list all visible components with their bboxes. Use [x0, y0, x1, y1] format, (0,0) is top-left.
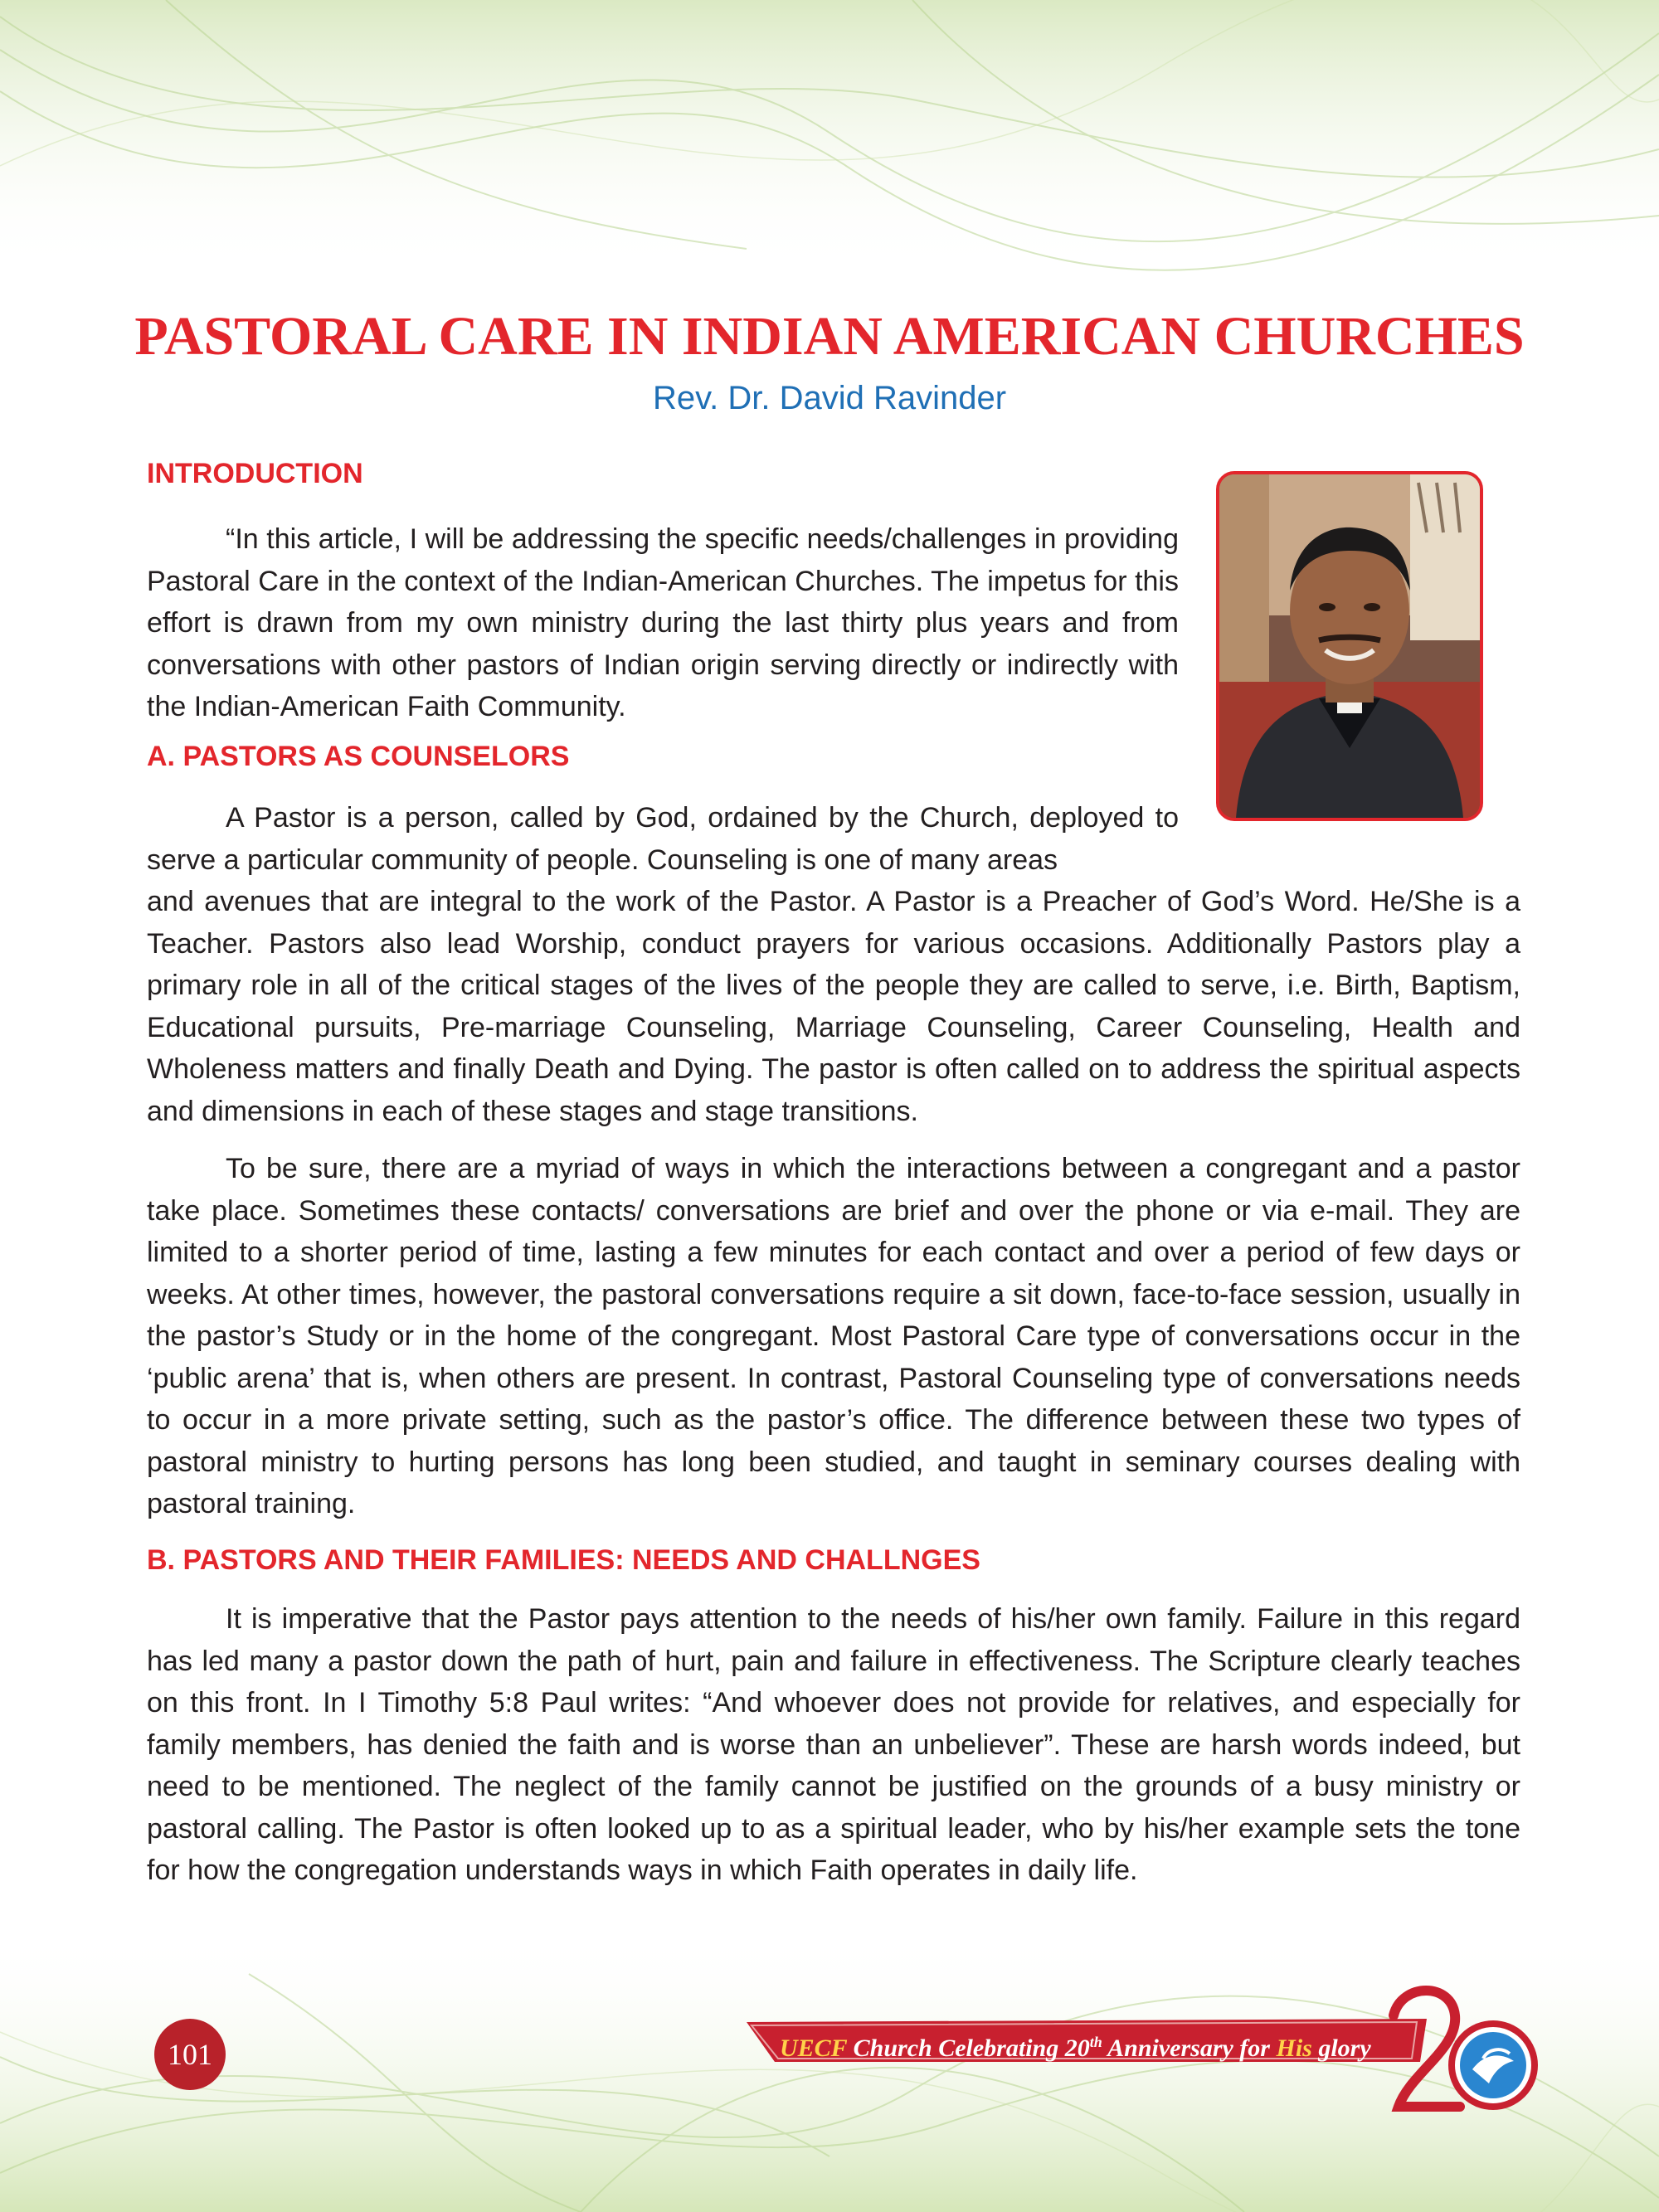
twenty-anniversary-logo [1385, 1982, 1551, 2115]
section-a-heading: A. PASTORS AS COUNSELORS [147, 741, 570, 772]
section-a-paragraph-1-continued: and avenues that are integral to the work of the Pastor. A Pastor is a Preacher of God’s Word. He/She is a Teacher. Pastors also lead Worship, conduct prayers for various occasions. Additionally Pastors play a primary role in all of the critical stages of the lives of the people they are called to serve, i.e. Birth, Baptism, Educational pursuits, Pre-marriage Counseling, Marriage Counseling, Career Counseling, Health and Wholeness matters and finally Death and Dying. The pastor is often called on to address the spiritual aspects and dimensions in each of these stages and stage transitions. [147, 886, 1520, 1127]
author-photo [1216, 471, 1483, 821]
banner-his: His [1276, 2035, 1312, 2062]
section-a-paragraph-2: To be sure, there are a myriad of ways in which the interactions between a congregant and a pastor take place. Sometimes these contacts/ conversations are brief and over the phone or via e-mail. They are limited to a shorter period of time, lasting a few minutes for each contact and over a period of few days or weeks. At other times, however, the pastoral conversations require a sit down, face-to-face session, usually in the pastor’s Study or in the home of the congregant. Most Pastoral Care type of conversations occur in the ‘public arena’ that is, when others are present. In contrast, Pastoral Counseling type of conversations needs to occur in a more private setting, such as the pastor’s office. The difference between these two types of pastoral ministry to hurting persons has long been studied, and taught in seminary courses dealing with pastoral training. [147, 1153, 1520, 1519]
page-number-badge: 101 [154, 2019, 226, 2090]
banner-text-middle: Church Celebrating 20 [847, 2035, 1090, 2062]
section-b-paragraph: It is imperative that the Pastor pays attention to the needs of his/her own family. Failure in this regard has led many a pastor down the path of hurt, pain and failure in effectiveness. The Scripture clearly teaches on this front. In I Timothy 5:8 Paul writes: “And whoever does not provide for relatives, and especially for family members, has denied the faith and is worse than an unbeliever”. These are harsh words indeed, but need to be mentioned. The neglect of the family cannot be justified on the grounds of a busy ministry or pastoral calling. The Pastor is often looked up to as a spiritual leader, who by his/her example sets the tone for how the congregation understands ways in which Faith operates in daily life. [147, 1603, 1520, 1886]
banner-text-superscript: th [1089, 2034, 1102, 2050]
anniversary-banner-text [780, 2024, 1410, 2060]
banner-text-end: glory [1311, 2035, 1371, 2062]
page-title: PASTORAL CARE IN INDIAN AMERICAN CHURCHES [134, 306, 1525, 367]
intro-heading: INTRODUCTION [147, 458, 363, 489]
banner-text-anniversary: Anniversary for [1102, 2035, 1277, 2062]
section-b-heading: B. PASTORS AND THEIR FAMILIES: NEEDS AND CHALLNGES [147, 1544, 980, 1576]
author-name: Rev. Dr. David Ravinder [652, 380, 1007, 416]
intro-paragraph: “In this article, I will be addressing the specific needs/challenges in providing Pastoral Care in the context of the Indian-American Churches. The impetus for this effort is drawn from my own ministry during the last thirty plus years and from conversations with other pastors of Indian origin serving directly or indirectly with the Indian-American Faith Community. [147, 523, 1179, 722]
author-portrait-image [1219, 474, 1480, 818]
section-a-paragraph-1: A Pastor is a person, called by God, ordained by the Church, deployed to serve a particular community of people. Counseling is one of many areas [147, 802, 1179, 876]
banner-uecf: UECF [780, 2035, 848, 2062]
